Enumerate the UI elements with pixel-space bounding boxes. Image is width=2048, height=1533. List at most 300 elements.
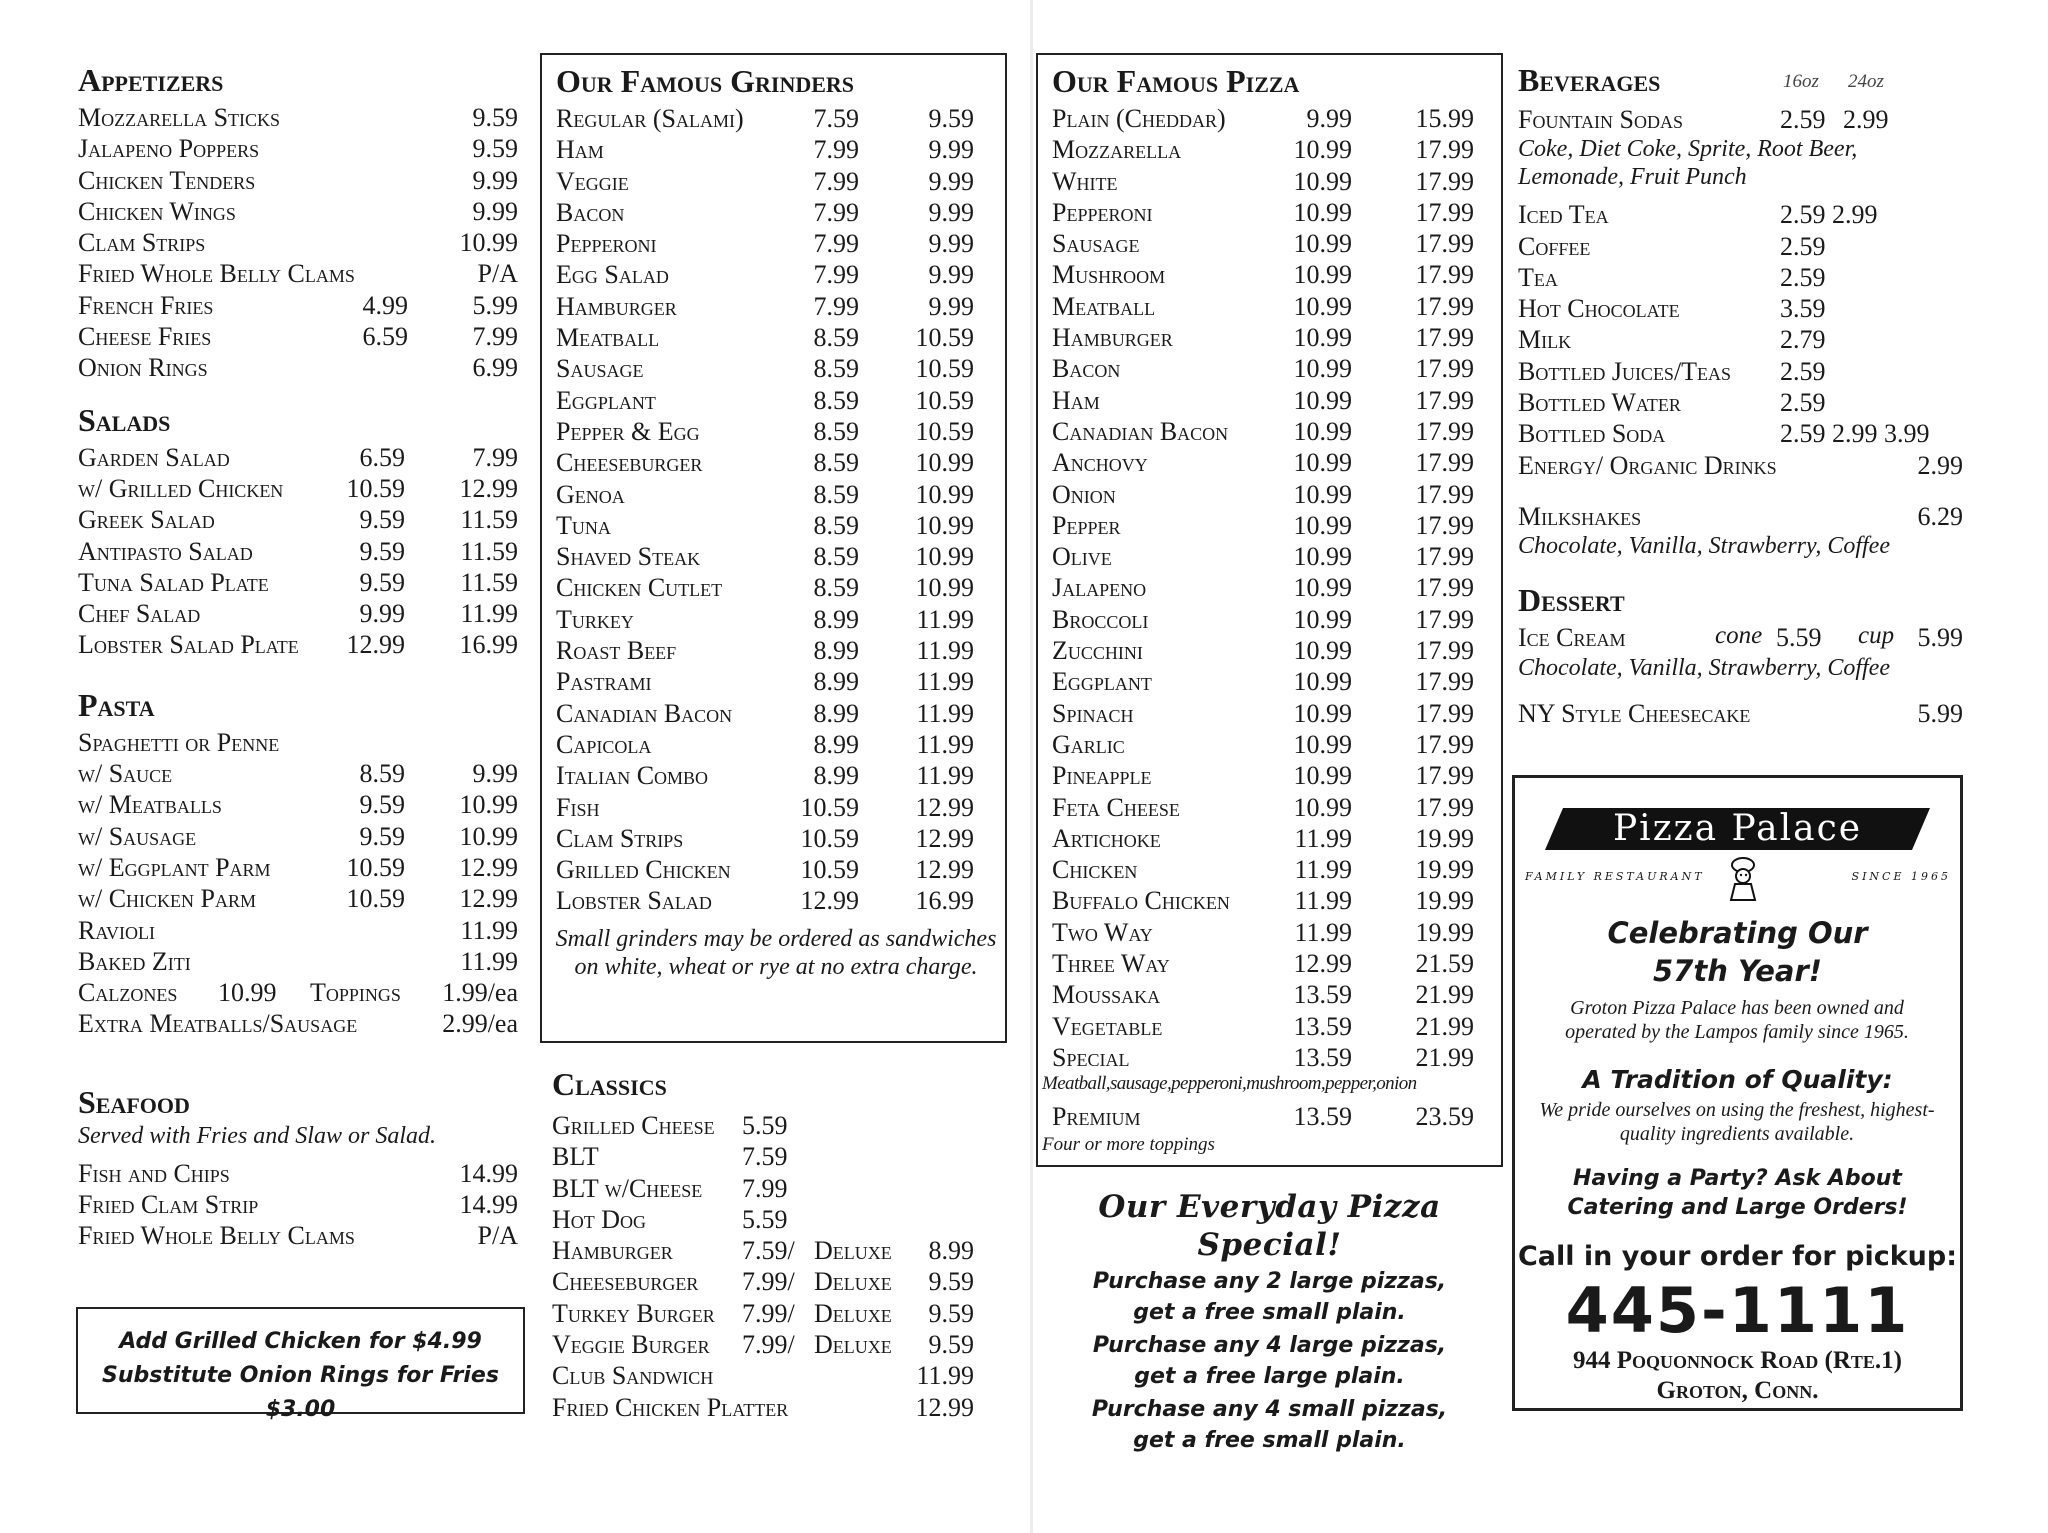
item-price-large: 5.99 <box>472 290 518 320</box>
item-price-large: 10.99 <box>915 448 974 478</box>
pizza-item-row <box>1052 604 1492 635</box>
item-price-small: 10.99 <box>1293 197 1352 227</box>
item-name: Canadian Bacon <box>1052 416 1229 446</box>
pizza-item-row <box>1052 228 1492 259</box>
item-name: Bottled Juices/Teas <box>1518 356 1732 386</box>
pizza-item-row <box>1052 792 1492 823</box>
special-line: get a free small plain. <box>1133 1428 1406 1453</box>
item-price-small: 9.59 <box>359 790 405 820</box>
grinders-item-row <box>556 698 996 729</box>
item-price-small: 8.99 <box>813 604 859 634</box>
fountain-price-16: 2.59 <box>1780 105 1826 134</box>
item-price-large: 11.99 <box>460 946 518 976</box>
item-price-large: 9.99 <box>928 291 974 321</box>
item-price-large: 21.99 <box>1415 980 1474 1010</box>
calzones-row <box>78 977 518 1008</box>
item-price-large: 12.99 <box>459 884 518 914</box>
item-name: Jalapeno <box>1052 573 1147 603</box>
item-price-large: 19.99 <box>1415 917 1474 947</box>
special-line: Purchase any 4 large pizzas, <box>1092 1333 1447 1358</box>
item-price-small: 7.99/ <box>742 1267 795 1297</box>
grinders-item-row <box>556 447 996 478</box>
item-name: Capicola <box>556 729 652 759</box>
item-price-small: 10.99 <box>1293 573 1352 603</box>
everyday-special-title: Our Everyday Pizza Special! <box>1098 1189 1441 1263</box>
item-deluxe-label: Deluxe <box>814 1236 892 1266</box>
seafood-item-row <box>78 1158 518 1189</box>
salads-item-row <box>78 629 518 660</box>
item-price-large: 17.99 <box>1415 229 1474 259</box>
item-price-large: 17.99 <box>1415 792 1474 822</box>
item-name: Bacon <box>556 197 625 227</box>
item-name: Mushroom <box>1052 260 1166 290</box>
item-price-large: 19.99 <box>1415 823 1474 853</box>
item-price-small: 5.59 <box>742 1204 788 1234</box>
item-price-small: 7.99/ <box>742 1298 795 1328</box>
ice-cream-cone-price: 5.59 <box>1776 623 1822 653</box>
grinders-item-row <box>556 134 996 165</box>
seafood-heading: Seafood <box>78 1083 190 1120</box>
pizza-item-row <box>1052 197 1492 228</box>
energy-price: 2.99 <box>1917 450 1963 480</box>
item-price-large: 10.59 <box>915 354 974 384</box>
pizza-item-row <box>1052 291 1492 322</box>
item-price-small: 10.99 <box>1293 542 1352 572</box>
salads-item-row <box>78 536 518 567</box>
addon-grilled-chicken: Add Grilled Chicken for $4.99 <box>119 1329 482 1354</box>
ice-cream-cup-price: 5.99 <box>1917 623 1963 653</box>
item-name: Antipasto Salad <box>78 536 253 566</box>
item-price: 2.79 <box>1780 325 1826 355</box>
item-price-small: 8.59 <box>813 323 859 353</box>
item-name: Tuna Salad Plate <box>78 567 269 597</box>
ice-cream-cup-label: cup <box>1858 622 1895 650</box>
pizza-list <box>1052 103 1492 1073</box>
pasta-item-row <box>78 758 518 789</box>
item-name: Chef Salad <box>78 599 201 629</box>
item-price-large: 10.99 <box>459 821 518 851</box>
pizza-item-row <box>1052 666 1492 697</box>
item-price-small: 10.59 <box>346 852 405 882</box>
item-price: 2.59 <box>1780 388 1826 418</box>
item-price-small: 8.99 <box>813 761 859 791</box>
fountain-price-24: 2.99 <box>1843 105 1889 134</box>
item-price-small: 10.99 <box>1293 510 1352 540</box>
item-name: Ham <box>1052 385 1100 415</box>
item-price-large: 17.99 <box>1415 604 1474 634</box>
item-deluxe-label: Deluxe <box>814 1330 892 1360</box>
beverage-item-row <box>1518 418 1963 449</box>
item-price-small: 7.59 <box>813 104 859 133</box>
item-price-large: 9.59 <box>928 1267 974 1297</box>
extra-meatballs-row <box>78 1008 518 1039</box>
item-price-large: 12.99 <box>915 792 974 822</box>
item-price-large: 17.99 <box>1415 448 1474 478</box>
item-price-small: 10.99 <box>1293 385 1352 415</box>
item-name: Clam Strips <box>78 228 206 258</box>
milkshakes-name: Milkshakes <box>1518 501 1642 531</box>
column-right <box>1518 62 1963 729</box>
item-name: Pastrami <box>556 667 652 697</box>
item-price-large: 17.99 <box>1415 135 1474 165</box>
item-name: White <box>1052 166 1118 196</box>
item-price-large: 11.99 <box>460 915 518 945</box>
item-price-large: 10.99 <box>459 790 518 820</box>
item-name: Garden Salad <box>78 442 230 472</box>
item-price-large: 16.99 <box>459 630 518 660</box>
pizza-item-row <box>1052 103 1492 134</box>
item-name: Jalapeno Poppers <box>78 134 260 164</box>
item-name: Canadian Bacon <box>556 698 733 728</box>
item-name: Meatball <box>556 323 660 353</box>
item-name: Hot Chocolate <box>1518 294 1680 324</box>
appetizers-heading: Appetizers <box>78 62 224 98</box>
item-price-large: 11.59 <box>460 505 518 535</box>
pizza-item-row <box>1052 541 1492 572</box>
item-price-large: 15.99 <box>1415 104 1474 133</box>
item-price-large: 9.99 <box>472 196 518 226</box>
item-name: Hot Dog <box>552 1204 647 1234</box>
classics-item-row <box>552 1298 982 1329</box>
item-price-small: 10.99 <box>1293 166 1352 196</box>
beverage-item-row <box>1518 356 1963 387</box>
item-name: Bottled Water <box>1518 388 1681 418</box>
item-name: Fish and Chips <box>78 1158 230 1188</box>
fountain-sodas-row <box>1518 104 1963 135</box>
beverages-heading: Beverages <box>1518 62 1661 98</box>
item-price-large: 17.99 <box>1415 416 1474 446</box>
pizza-item-row <box>1052 510 1492 541</box>
appetizers-item-row <box>78 102 518 133</box>
milkshakes-row <box>1518 501 1963 532</box>
grinders-item-row <box>556 353 996 384</box>
item-name: Hamburger <box>552 1236 673 1266</box>
item-price: 2.59 2.99 <box>1780 200 1878 230</box>
item-price-large: 12.99 <box>915 1392 974 1422</box>
item-price-small: 9.59 <box>359 536 405 566</box>
tagline-family-restaurant: FAMILY RESTAURANT <box>1525 870 1705 883</box>
call-text: Call in your order for pickup: <box>1517 1241 1958 1272</box>
seafood-item-row <box>78 1220 518 1251</box>
item-name: Greek Salad <box>78 505 215 535</box>
item-price-small: 7.99 <box>813 135 859 165</box>
seafood-list <box>78 1158 518 1252</box>
item-price-small: 7.99 <box>813 291 859 321</box>
calzones-name: Calzones <box>78 978 178 1008</box>
item-price-small: 11.99 <box>1294 823 1352 853</box>
item-price-small: 11.99 <box>1294 855 1352 885</box>
special-line: Purchase any 4 small pizzas, <box>1091 1397 1448 1422</box>
grinders-item-row <box>556 635 996 666</box>
item-price-large: 21.59 <box>1415 949 1474 979</box>
item-name: w/ Grilled Chicken <box>78 473 284 503</box>
item-deluxe-label: Deluxe <box>814 1298 892 1328</box>
item-price-small: 6.59 <box>359 442 405 472</box>
pasta-heading: Pasta <box>78 686 155 723</box>
item-price-large: 14.99 <box>459 1190 518 1220</box>
appetizers-item-row <box>78 290 518 321</box>
pizza-item-row <box>1052 479 1492 510</box>
pizza-item-row <box>1052 353 1492 384</box>
promo-box <box>1512 775 1963 1411</box>
tradition-heading: A Tradition of Quality: <box>1582 1065 1893 1094</box>
item-price-small: 12.99 <box>800 886 859 916</box>
extra-price: 2.99/ea <box>442 1009 518 1039</box>
grinders-item-row <box>556 604 996 635</box>
item-price-large: 11.99 <box>916 761 974 791</box>
item-price-small: 5.59 <box>742 1111 788 1140</box>
item-name: Pepper <box>1052 510 1121 540</box>
item-price-large: 10.59 <box>915 416 974 446</box>
item-price-large: 21.99 <box>1415 1042 1474 1072</box>
classics-item-row <box>552 1235 982 1266</box>
item-price-large: 11.99 <box>916 667 974 697</box>
pizza-item-row <box>1052 823 1492 854</box>
tagline-since: SINCE 1965 <box>1851 870 1951 883</box>
item-price-large: 10.99 <box>915 510 974 540</box>
beverage-item-row <box>1518 199 1963 230</box>
item-name: w/ Sausage <box>78 821 197 851</box>
item-price-large: 17.99 <box>1415 323 1474 353</box>
ice-cream-cone-label: cone <box>1715 622 1763 650</box>
pizza-item-row <box>1052 698 1492 729</box>
appetizers-item-row <box>78 133 518 164</box>
grinders-item-row <box>556 823 996 854</box>
grinders-note: Small grinders may be ordered as sandwiches on white, wheat or rye at no extra charge. <box>555 925 997 980</box>
item-price-small: 8.59 <box>813 448 859 478</box>
item-name: Meatball <box>1052 291 1156 321</box>
grinders-item-row <box>556 541 996 572</box>
item-price-small: 10.99 <box>1293 761 1352 791</box>
item-price-small: 7.99 <box>813 166 859 196</box>
premium-name: Premium <box>1052 1102 1141 1132</box>
item-name: Feta Cheese <box>1052 792 1180 822</box>
item-price-large: 12.99 <box>459 852 518 882</box>
item-price-large: 10.59 <box>915 385 974 415</box>
item-name: Fried Whole Belly Clams <box>78 1221 355 1251</box>
page-fold <box>1030 0 1033 1533</box>
item-name: Bottled Soda <box>1518 419 1666 449</box>
address-line-1: 944 Poquonnock Road (Rte.1) <box>1572 1347 1903 1374</box>
pizza-item-row <box>1052 979 1492 1010</box>
item-price-small: 8.59 <box>813 542 859 572</box>
item-price-small: 8.59 <box>813 479 859 509</box>
extra-name: Extra Meatballs/Sausage <box>78 1009 358 1039</box>
grinders-item-row <box>556 291 996 322</box>
toppings-price: 1.99/ea <box>442 978 518 1008</box>
item-price: 2.59 <box>1780 262 1826 292</box>
item-price-small: 10.99 <box>1293 604 1352 634</box>
item-name: Spaghetti or Penne <box>78 727 280 757</box>
item-name: Pepperoni <box>1052 197 1153 227</box>
item-price-small: 11.99 <box>1294 917 1352 947</box>
item-price-small: 9.59 <box>359 505 405 535</box>
item-name: Fried Clam Strip <box>78 1190 259 1220</box>
grinders-item-row <box>556 416 996 447</box>
item-name: Egg Salad <box>556 260 669 290</box>
item-price-large: 12.99 <box>915 855 974 885</box>
pizza-item-row <box>1052 1042 1492 1073</box>
beverage-item-row <box>1518 293 1963 324</box>
classics-item-row <box>552 1204 982 1235</box>
salads-item-row <box>78 504 518 535</box>
pizza-item-row <box>1052 729 1492 760</box>
item-price-large: 11.99 <box>916 729 974 759</box>
classics-item-row <box>552 1392 982 1423</box>
item-name: Chicken Cutlet <box>556 573 723 603</box>
salads-item-row <box>78 598 518 629</box>
item-name: Fried Chicken Platter <box>552 1392 789 1422</box>
grinders-item-row <box>556 572 996 603</box>
item-name: Lobster Salad Plate <box>78 630 299 660</box>
special-line: get a free small plain. <box>1133 1300 1406 1325</box>
grinders-item-row <box>556 385 996 416</box>
item-price-small: 7.99 <box>813 197 859 227</box>
item-name: Vegetable <box>1052 1011 1163 1041</box>
special-toppings-note: Meatball,sausage,pepperoni,mushroom,pepper,onion <box>1042 1073 1417 1095</box>
item-name: Hamburger <box>556 291 677 321</box>
grinders-item-row <box>556 792 996 823</box>
item-price-large: 14.99 <box>459 1158 518 1188</box>
item-name: Zucchini <box>1052 636 1143 666</box>
item-name: Ham <box>556 135 604 165</box>
logo-banner <box>1545 808 1930 850</box>
classics-item-row <box>552 1360 982 1391</box>
item-price-large: 16.99 <box>915 886 974 916</box>
item-name: Tea <box>1518 262 1558 292</box>
item-price-large: 19.99 <box>1415 886 1474 916</box>
item-name: Plain (Cheddar) <box>1052 104 1226 133</box>
beverage-item-row <box>1518 262 1963 293</box>
party-line-1: Having a Party? Ask About <box>1573 1166 1902 1191</box>
milkshake-flavors: Chocolate, Vanilla, Strawberry, Coffee <box>1518 533 1890 560</box>
item-price-large: 9.59 <box>472 103 518 132</box>
classics-item-row <box>552 1266 982 1297</box>
addon-onion-rings: Substitute Onion Rings for Fries $3.00 <box>102 1363 499 1422</box>
ice-cream-flavors: Chocolate, Vanilla, Strawberry, Coffee <box>1518 654 1890 681</box>
item-price-small: 10.99 <box>1293 729 1352 759</box>
pizza-item-row <box>1052 885 1492 916</box>
item-price-small: 10.99 <box>1293 636 1352 666</box>
item-name: Pepper & Egg <box>556 416 700 446</box>
item-name: Eggplant <box>556 385 656 415</box>
item-name: Two Way <box>1052 917 1153 947</box>
item-name: Iced Tea <box>1518 200 1609 230</box>
item-price-small: 8.99 <box>813 667 859 697</box>
item-name: w/ Sauce <box>78 759 173 789</box>
item-price-small: 10.59 <box>800 855 859 885</box>
pizza-item-row <box>1052 1011 1492 1042</box>
item-price-small: 7.99 <box>742 1173 788 1203</box>
classics-section <box>552 1066 982 1423</box>
item-price-large: 12.99 <box>459 473 518 503</box>
item-price-large: 17.99 <box>1415 667 1474 697</box>
item-price-small: 9.59 <box>359 821 405 851</box>
item-name: BLT w/Cheese <box>552 1173 703 1203</box>
item-price-large: 17.99 <box>1415 510 1474 540</box>
item-price-small: 10.59 <box>346 473 405 503</box>
item-name: Ravioli <box>78 915 156 945</box>
item-name: French Fries <box>78 290 214 320</box>
item-price-small: 8.59 <box>813 354 859 384</box>
item-price-small: 11.99 <box>1294 886 1352 916</box>
pizza-item-row <box>1052 416 1492 447</box>
item-name: Genoa <box>556 479 625 509</box>
item-name: Grilled Cheese <box>552 1111 715 1140</box>
item-price-small: 8.59 <box>813 385 859 415</box>
phone-number[interactable]: 445-1111 <box>1565 1274 1910 1347</box>
item-price-small: 4.99 <box>362 290 408 320</box>
pizza-item-row <box>1052 322 1492 353</box>
pizza-item-row <box>1052 447 1492 478</box>
item-price-small: 10.59 <box>800 823 859 853</box>
item-name: Veggie <box>556 166 629 196</box>
classics-item-row <box>552 1329 982 1360</box>
item-name: Bacon <box>1052 354 1121 384</box>
item-name: Cheeseburger <box>556 448 703 478</box>
cheesecake-price: 5.99 <box>1917 698 1963 728</box>
item-name: Club Sandwich <box>552 1361 714 1391</box>
pizza-item-row <box>1052 760 1492 791</box>
item-name: Shaved Steak <box>556 542 701 572</box>
dessert-heading: Dessert <box>1518 582 1625 619</box>
item-price-large: 17.99 <box>1415 291 1474 321</box>
column-left <box>78 62 518 1252</box>
pasta-item-row <box>78 727 518 758</box>
item-price-large: 9.59 <box>928 104 974 133</box>
item-price-small: 8.59 <box>813 573 859 603</box>
item-name: Onion <box>1052 479 1116 509</box>
item-price-large: 17.99 <box>1415 698 1474 728</box>
item-price-small: 10.99 <box>1293 291 1352 321</box>
item-price-small: 10.99 <box>1293 792 1352 822</box>
beverages-header <box>1518 62 1963 98</box>
item-price-large: 10.99 <box>915 479 974 509</box>
item-price-small: 13.59 <box>1293 1011 1352 1041</box>
item-price-small: 7.59/ <box>742 1236 795 1266</box>
item-name: Fish <box>556 792 600 822</box>
item-name: Pineapple <box>1052 761 1152 791</box>
grinders-item-row <box>556 510 996 541</box>
item-name: Eggplant <box>1052 667 1152 697</box>
pizza-item-row <box>1052 166 1492 197</box>
addons-box <box>76 1307 525 1422</box>
milkshakes-price: 6.29 <box>1917 501 1963 531</box>
seafood-note: Served with Fries and Slaw or Salad. <box>78 1122 436 1149</box>
classics-list <box>552 1110 982 1423</box>
grinders-item-row <box>556 228 996 259</box>
grinders-item-row <box>556 259 996 290</box>
item-price-large: P/A <box>477 1221 518 1251</box>
item-price-large: 11.99 <box>916 636 974 666</box>
pizza-item-row <box>1052 635 1492 666</box>
item-name: Roast Beef <box>556 636 677 666</box>
item-name: Chicken Tenders <box>78 165 256 195</box>
pizza-item-row <box>1052 259 1492 290</box>
item-price: 2.59 <box>1780 356 1826 386</box>
item-price-small: 8.59 <box>813 416 859 446</box>
appetizers-item-row <box>78 165 518 196</box>
grinders-item-row <box>556 322 996 353</box>
item-price-large: 11.99 <box>916 1361 974 1391</box>
pasta-item-row <box>78 789 518 820</box>
item-price-large: 11.59 <box>460 567 518 597</box>
item-price-small: 8.59 <box>359 759 405 789</box>
grinders-box <box>540 53 1007 1043</box>
item-price-large: 9.99 <box>928 229 974 259</box>
item-name: Pepperoni <box>556 229 657 259</box>
classics-item-row <box>552 1141 982 1172</box>
